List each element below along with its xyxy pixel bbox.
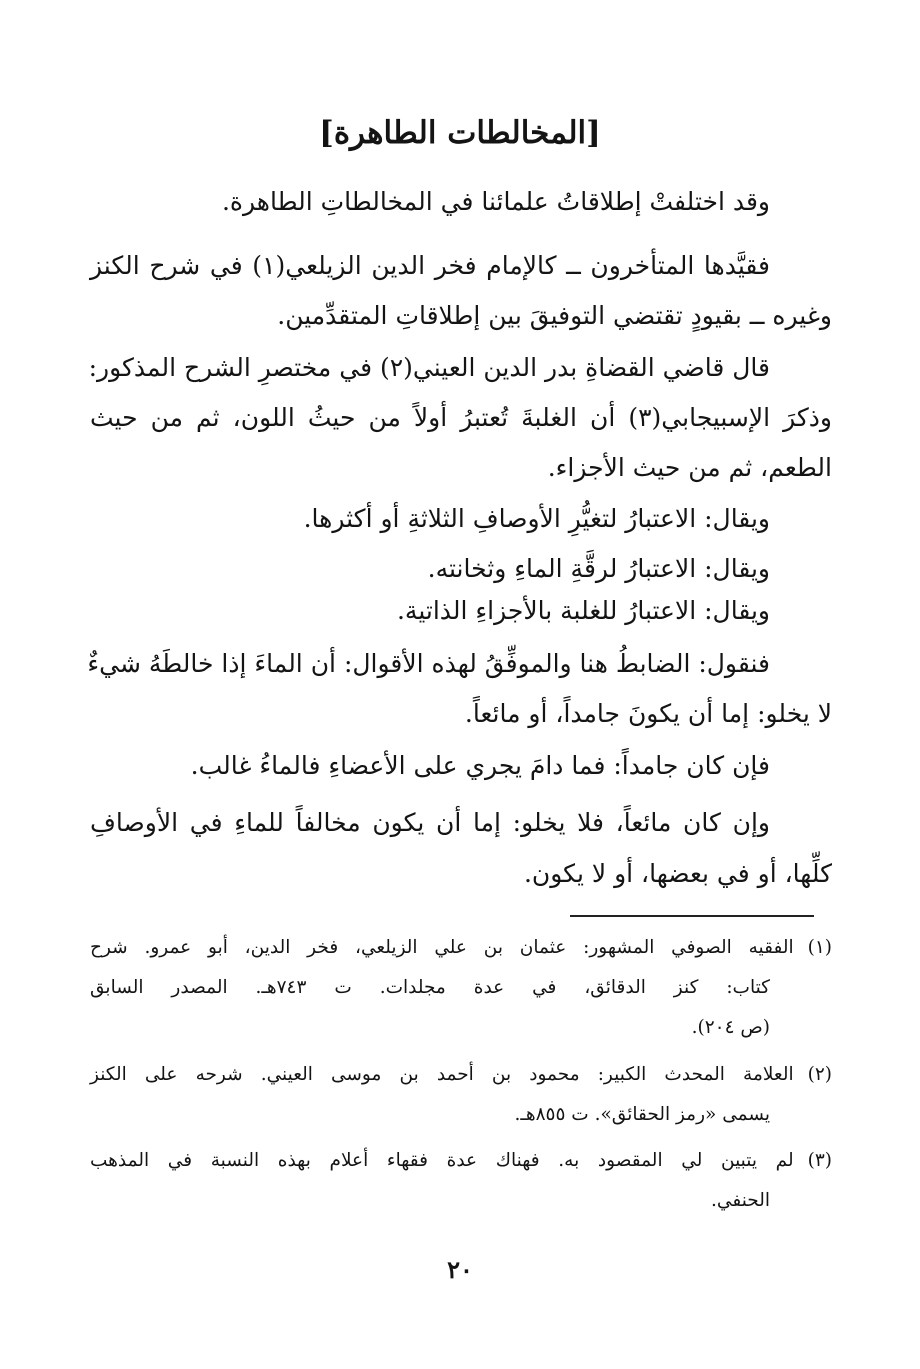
body-line: ويقال: الاعتبارُ للغلبة بالأجزاءِ الذاتية. [396,596,770,625]
body-line: لا يخلو: إما أن يكونَ جامداً، أو مائعاً. [464,699,832,728]
body-line: ويقال: الاعتبارُ لتغيُّرِ الأوصافِ الثلاثةِ أو أكثرها. [303,504,770,533]
footnote-text: العلامة المحدث الكبير: محمود بن أحمد بن موسى العيني. شرحه على الكنز [90,1064,794,1085]
footnote-line [90,928,832,968]
footnote-number: (٣) [807,1150,832,1171]
footnote-number: (٢) [807,1064,832,1085]
footnote-line [90,1141,832,1181]
body-line: قال قاضي القضاةِ بدر الدين العيني(٢) في مختصرِ الشرح المذكور: [88,353,770,382]
body-line: فنقول: الضابطُ هنا والموفِّقُ لهذه الأقوال: أن الماءَ إذا خالطَهُ شيءٌ [87,649,770,678]
section-heading: [المخالطات الطاهرة] [319,115,601,151]
footnote-separator [570,915,814,917]
body-line: الطعم، ثم من حيث الأجزاء. [547,453,832,482]
footnote-text: لم يتبين لي المقصود به. فهناك عدة فقهاء أعلام بهذه النسبة في المذهب [90,1150,794,1171]
body-line: وإن كان مائعاً، فلا يخلو: إما أن يكون مخالفاً للماءِ في الأوصافِ [90,808,770,837]
body-line: فإن كان جامداً: فما دامَ يجري على الأعضاءِ فالماءُ غالب. [190,751,770,780]
body-line: فقيَّدها المتأخرون ــ كالإمام فخر الدين الزيلعي(١) في شرح الكنز [90,251,770,280]
page-number: ٢٠ [447,1255,473,1284]
footnote-line: يسمى «رمز الحقائق». ت ٨٥٥هـ. [514,1104,770,1125]
body-line: كلِّها، أو في بعضها، أو لا يكون. [523,859,832,888]
body-line: وغيره ــ بقيودٍ تقتضي التوفيقَ بين إطلاقاتِ المتقدِّمين. [277,301,832,330]
footnote-line: الحنفي. [711,1190,770,1211]
footnote-number: (١) [807,937,832,958]
footnote-text: الفقيه الصوفي المشهور: عثمان بن علي الزيلعي، فخر الدين، أبو عمرو. شرح [90,937,794,958]
footnote-line [90,1055,832,1095]
body-line: ويقال: الاعتبارُ لرقَّةِ الماءِ وثخانته. [427,554,770,583]
body-line: وذكرَ الإسبيجابي(٣) أن الغلبةَ تُعتبرُ أولاً من حيثُ اللون، ثم من حيث [90,403,833,432]
footnote-line: (ص ٢٠٤). [691,1017,770,1038]
footnote-line: كتاب: كنز الدقائق، في عدة مجلدات. ت ٧٤٣هـ. المصدر السابق [90,977,770,998]
body-line: وقد اختلفتْ إطلاقاتُ علمائنا في المخالطاتِ الطاهرة. [221,187,770,216]
